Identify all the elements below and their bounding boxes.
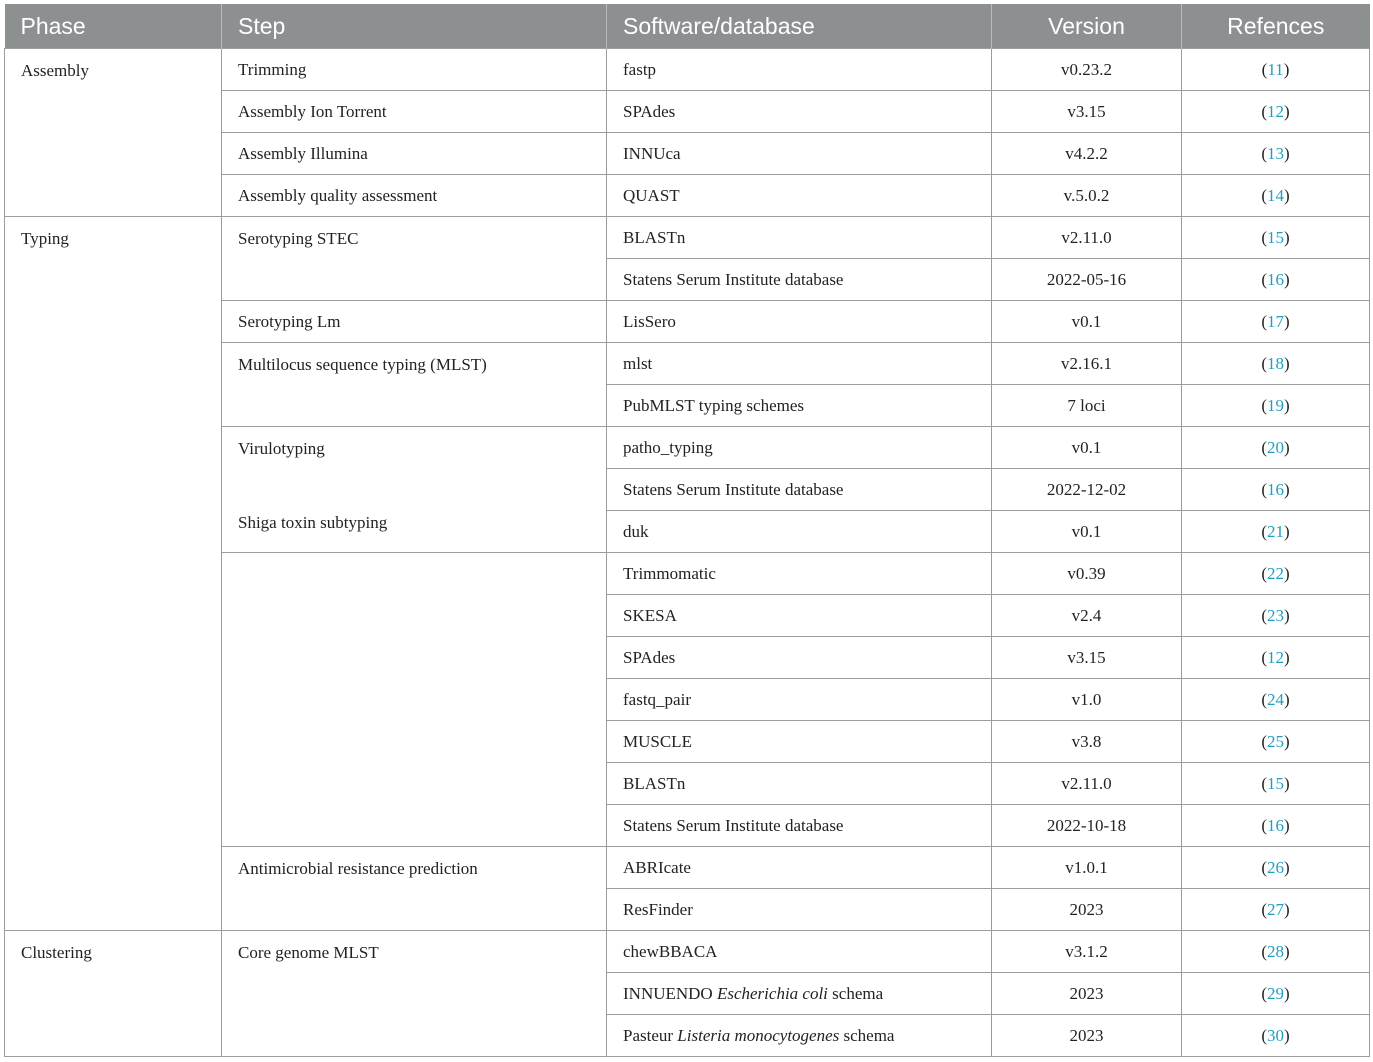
reference-cell: (19) <box>1182 385 1370 427</box>
version-cell: 7 loci <box>992 385 1182 427</box>
software-cell: fastp <box>607 49 992 91</box>
reference-link[interactable]: 16 <box>1267 269 1284 289</box>
software-cell <box>607 1015 992 1057</box>
software-cell: duk <box>607 511 992 553</box>
version-cell: v1.0.1 <box>992 847 1182 889</box>
reference-link[interactable]: 24 <box>1267 689 1284 709</box>
software-cell: SPAdes <box>607 637 992 679</box>
software-cell: ResFinder <box>607 889 992 931</box>
reference-cell: (30) <box>1182 1015 1370 1057</box>
version-cell: 2023 <box>992 973 1182 1015</box>
reference-link[interactable]: 16 <box>1267 815 1284 835</box>
reference-cell: (21) <box>1182 511 1370 553</box>
version-cell: v2.16.1 <box>992 343 1182 385</box>
reference-cell: (22) <box>1182 553 1370 595</box>
reference-cell: (24) <box>1182 679 1370 721</box>
reference-cell: (29) <box>1182 973 1370 1015</box>
step-cell: Serotyping Lm <box>222 301 607 343</box>
software-cell: chewBBACA <box>607 931 992 973</box>
reference-link[interactable]: 27 <box>1267 899 1284 919</box>
reference-cell: (16) <box>1182 259 1370 301</box>
software-cell: INNUca <box>607 133 992 175</box>
version-cell: v0.1 <box>992 427 1182 469</box>
reference-cell: (28) <box>1182 931 1370 973</box>
version-cell: 2022-10-18 <box>992 805 1182 847</box>
version-cell: v0.1 <box>992 301 1182 343</box>
software-cell <box>607 973 992 1015</box>
reference-cell: (12) <box>1182 637 1370 679</box>
reference-cell: (25) <box>1182 721 1370 763</box>
version-cell: v0.39 <box>992 553 1182 595</box>
reference-link[interactable]: 14 <box>1267 185 1284 205</box>
step-cell-empty <box>222 553 607 847</box>
reference-link[interactable]: 15 <box>1267 227 1284 247</box>
reference-link[interactable]: 26 <box>1267 857 1284 877</box>
header-row <box>5 4 1370 49</box>
software-cell: ABRIcate <box>607 847 992 889</box>
version-cell: v2.11.0 <box>992 217 1182 259</box>
reference-link[interactable]: 20 <box>1267 437 1284 457</box>
reference-link[interactable]: 18 <box>1267 353 1284 373</box>
software-cell: SKESA <box>607 595 992 637</box>
reference-cell: (23) <box>1182 595 1370 637</box>
reference-cell: (17) <box>1182 301 1370 343</box>
software-cell: patho_typing <box>607 427 992 469</box>
reference-cell: (20) <box>1182 427 1370 469</box>
reference-link[interactable]: 28 <box>1267 941 1284 961</box>
step-cell: Assembly quality assessment <box>222 175 607 217</box>
reference-cell: (16) <box>1182 805 1370 847</box>
version-cell: v3.15 <box>992 637 1182 679</box>
table-container <box>4 4 1370 1057</box>
table-header <box>5 4 1370 49</box>
reference-cell: (27) <box>1182 889 1370 931</box>
reference-cell: (14) <box>1182 175 1370 217</box>
table-row <box>5 49 1370 91</box>
step-cell: Assembly Illumina <box>222 133 607 175</box>
software-prefix: INNUENDO <box>623 983 713 1003</box>
phase-cell: Typing <box>5 217 222 931</box>
version-cell: 2023 <box>992 1015 1182 1057</box>
software-cell: SPAdes <box>607 91 992 133</box>
software-cell: Statens Serum Institute database <box>607 259 992 301</box>
software-cell: QUAST <box>607 175 992 217</box>
version-cell: v3.8 <box>992 721 1182 763</box>
table-row <box>5 931 1370 973</box>
step-cell: Assembly Ion Torrent <box>222 91 607 133</box>
reference-link[interactable]: 30 <box>1267 1025 1284 1045</box>
phase-cell: Clustering <box>5 931 222 1057</box>
reference-cell: (18) <box>1182 343 1370 385</box>
reference-link[interactable]: 19 <box>1267 395 1284 415</box>
version-cell: v0.23.2 <box>992 49 1182 91</box>
reference-cell: (16) <box>1182 469 1370 511</box>
software-cell: mlst <box>607 343 992 385</box>
software-cell: Trimmomatic <box>607 553 992 595</box>
software-prefix: Pasteur <box>623 1025 674 1045</box>
reference-link[interactable]: 12 <box>1267 101 1284 121</box>
reference-cell: (26) <box>1182 847 1370 889</box>
step-cell: Trimming <box>222 49 607 91</box>
header-step: Step <box>222 4 607 49</box>
reference-cell: (15) <box>1182 217 1370 259</box>
reference-link[interactable]: 11 <box>1267 59 1284 79</box>
version-cell: v4.2.2 <box>992 133 1182 175</box>
table-body <box>5 49 1370 1057</box>
software-cell: MUSCLE <box>607 721 992 763</box>
species-name: Escherichia coli <box>716 983 828 1003</box>
reference-link[interactable]: 15 <box>1267 773 1284 793</box>
software-suffix: schema <box>843 1025 895 1045</box>
version-cell: v1.0 <box>992 679 1182 721</box>
reference-cell: (11) <box>1182 49 1370 91</box>
reference-link[interactable]: 16 <box>1267 479 1284 499</box>
version-cell: 2023 <box>992 889 1182 931</box>
version-cell: 2022-05-16 <box>992 259 1182 301</box>
reference-link[interactable]: 17 <box>1267 311 1284 331</box>
reference-link[interactable]: 13 <box>1267 143 1284 163</box>
reference-cell: (13) <box>1182 133 1370 175</box>
reference-link[interactable]: 25 <box>1267 731 1284 751</box>
version-cell: v2.11.0 <box>992 763 1182 805</box>
software-suffix: schema <box>832 983 884 1003</box>
version-cell: 2022-12-02 <box>992 469 1182 511</box>
reference-cell: (15) <box>1182 763 1370 805</box>
reference-cell: (12) <box>1182 91 1370 133</box>
header-version: Version <box>992 4 1182 49</box>
reference-link[interactable]: 22 <box>1267 563 1284 583</box>
step-shiga-toxin: Shiga toxin subtyping <box>238 513 388 532</box>
header-software: Software/database <box>607 4 992 49</box>
version-cell: v0.1 <box>992 511 1182 553</box>
step-virulotyping: Virulotyping <box>238 439 325 458</box>
step-cell: Core genome MLST <box>222 931 607 1057</box>
software-table <box>4 4 1370 1057</box>
software-cell: fastq_pair <box>607 679 992 721</box>
step-cell: Multilocus sequence typing (MLST) <box>222 343 607 427</box>
reference-link[interactable]: 21 <box>1267 521 1284 541</box>
software-cell: LisSero <box>607 301 992 343</box>
software-cell: BLASTn <box>607 763 992 805</box>
software-cell: BLASTn <box>607 217 992 259</box>
version-cell: v2.4 <box>992 595 1182 637</box>
reference-link[interactable]: 23 <box>1267 605 1284 625</box>
phase-cell: Assembly <box>5 49 222 217</box>
software-cell: PubMLST typing schemes <box>607 385 992 427</box>
step-cell: Antimicrobial resistance prediction <box>222 847 607 931</box>
version-cell: v3.15 <box>992 91 1182 133</box>
reference-link[interactable]: 29 <box>1267 983 1284 1003</box>
table-row <box>5 217 1370 259</box>
step-cell <box>222 427 607 553</box>
reference-link[interactable]: 12 <box>1267 647 1284 667</box>
header-references: Refences <box>1182 4 1370 49</box>
version-cell: v.5.0.2 <box>992 175 1182 217</box>
software-cell: Statens Serum Institute database <box>607 469 992 511</box>
software-cell: Statens Serum Institute database <box>607 805 992 847</box>
species-name: Listeria monocytogenes <box>677 1025 840 1045</box>
version-cell: v3.1.2 <box>992 931 1182 973</box>
header-phase: Phase <box>5 4 222 49</box>
step-cell: Serotyping STEC <box>222 217 607 301</box>
